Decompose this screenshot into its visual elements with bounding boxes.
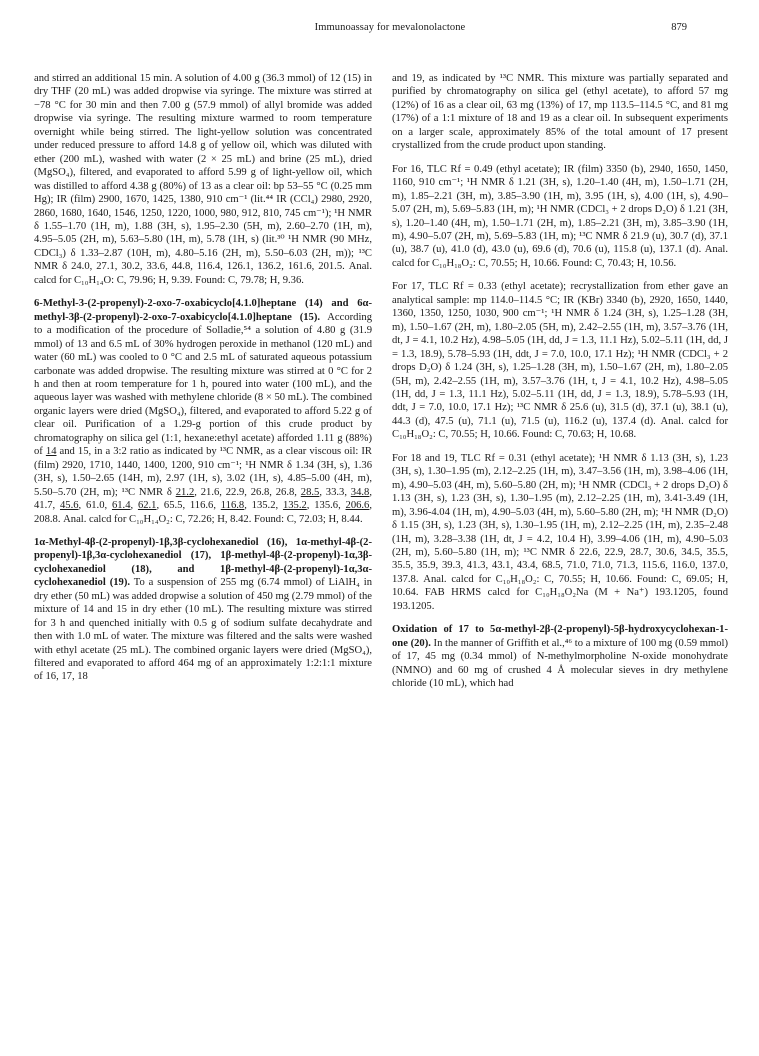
paragraph-text: In the manner of Griffith et al.,⁴⁶ to a mixture of 100 mg (0.59 mmol) of 17, 45 mg (0.34 mmol) of N-methylmorpholine N-oxide monohydrate (NMNO) and 60 mg of crushed 4 Å molecular sieves in dry methylene chloride (10 mL), which had	[392, 637, 729, 690]
compound-heading: 1α-Methyl-4β-(2-propenyl)-1β,3β-cyclohexanediol (16), 1α-methyl-4β-(2-propenyl)-1β,3α-cyclohexanediol (17), 1β-methyl-4β-(2-propenyl)-1α,3β-cyclohexanediol (18), and 1β-methyl-4β-(2-propenyl)-1α,3α-cyclohexanediol (19).	[34, 536, 372, 589]
underlined-value: 61.4	[111, 500, 131, 512]
paragraph-text: , 135.6,	[306, 500, 346, 512]
underlined-value: 116.8	[220, 500, 245, 512]
underlined-value: 206.6	[345, 500, 370, 512]
paragraph-text: and 15, in a 3:2 ratio as indicated by ¹³C NMR, as a clear viscous oil: IR (film) 2920, 1710, 1440, 1400, 1200, 910 cm⁻¹; ¹H NMR δ 1.34 (3H, s), 1.36 (3H, s), 1.50–2.65 (14H, m), 2.97 (1H, s), 3.02 (1H, s), 4.85–5.00 (4H, m), 5.50–5.70 (2H, m); ¹³C NMR δ	[34, 446, 372, 498]
left-column	[34, 72, 372, 694]
underlined-value: 34.8	[350, 486, 370, 498]
compound-heading: Oxidation of 17 to 5α-methyl-2β-(2-propenyl)-5β-hydroxycyclohexan-1-one (20).	[392, 624, 728, 649]
paragraph-text: , 21.6, 22.9, 26.8, 26.8,	[194, 486, 301, 498]
underlined-value: 135.2	[282, 500, 307, 512]
paragraph-text: , 208.8. Anal. calcd for C₁₀H₁₄O₂: C, 72.26; H, 8.42. Found: C, 72.03; H, 8.44.	[34, 500, 373, 525]
right-column	[392, 72, 728, 700]
underlined-value: 14	[45, 446, 57, 458]
paragraph-continued: and 19, as indicated by ¹³C NMR. This mixture was partially separated and purified by chromatography on silica gel (ethyl acetate), to afford 57 mg (12%) of 16 as a clear oil, 63 mg (13%) of 17, mp 113.5–114.5 °C, and 81 mg (17%) of a 1:1 mixture of 18 and 19 as a clear oil. In subsequent experiments on a larger scale, approximately 85% of the total amount of 17 present crystallized from the crude product upon standing.	[392, 73, 728, 152]
paragraph-text: To a suspension of 255 mg (6.74 mmol) of LiAlH₄ in dry ether (50 mL) was added dropwise a solution of 450 mg (2.79 mmol) of the mixture of 14 and 15 in dry ether (10 mL). The resulting mixture was stirred for 3 h and quenched initially with 0.5 g of sodium sulfate decahydrate and then with 1.0 mL of water. The mixture was filtered and the salts were washed with ethyl acetate (25 mL). The combined organic layers were dried (MgSO₄), filtered and evaporated to afford 464 mg of an approximately 1:2:1:1 mixture of 16, 17, 18	[34, 577, 373, 683]
running-title: Immunoassay for mevalonolactone	[314, 22, 466, 33]
underlined-value: 21.2	[175, 486, 195, 498]
paragraph-text: , 33.3,	[319, 486, 351, 498]
page-number: 879	[671, 22, 687, 33]
paragraph-text: According to a modification of the procedure of Solladie,⁵⁴ a solution of 4.80 g (31.9 mmol) of 13 and 6.5 mL of 30% hydrogen peroxide in methanol (120 mL) and water (60 mL) was cooled to 0 °C and 2.5 mL of saturated aqueous potassium carbonate was added dropwise. The resulting mixture was stirred at 0 °C for 2 h and then at room temperature for 1 h, poured into water (100 mL), and the aqueous layer was washed with methylene chloride (8 × 50 mL). The combined organic layers were dried (MgSO₄), filtered, and evaporated to afford 5.22 g of clear oil. Purification of a 1.29-g portion of this crude product by chromatography on silica gel (1:1, hexane:ethyl acetate) afforded 1.11 g (88%) of	[34, 311, 372, 458]
underlined-value: 28.5	[300, 486, 320, 498]
paragraph-diol-synthesis	[34, 536, 372, 684]
paragraph-epoxide-synthesis	[34, 297, 372, 526]
paragraph-text: ,	[130, 500, 138, 512]
underlined-value: 45.6	[59, 500, 79, 512]
underlined-value: 62.1	[137, 500, 157, 512]
paragraph-text: , 135.2,	[244, 500, 283, 512]
paragraph-compound-16: For 16, TLC Rf = 0.49 (ethyl acetate); IR (film) 3350 (b), 2940, 1650, 1450, 1160, 910 cm⁻¹; ¹H NMR δ 1.21 (3H, s), 1.20–1.40 (4H, m), 1.50–1.71 (2H, m), 1.85–2.21 (3H, m), 3.85–3.90 (1H, m), 3.95 (1H, s), 4.00 (1H, s), 4.90–5.07 (2H, m), 5.69–5.83 (1H, m); ¹H NMR (CDCl₃ + 2 drops D₂O) δ 1.21 (3H, s), 1.20–1.40 (4H, m), 1.50–1.71 (2H, m), 1.85–2.21 (3H, m), 3.85–3.90 (1H, m), 4.90–5.07 (2H, m), 5.69–5.83 (1H, m); ¹³C NMR δ 21.9 (u), 30.7 (d), 37.1 (u), 38.7 (u), 41.0 (d), 43.0 (u), 69.6 (d), 70.6 (u), 115.8 (u), 137.1 (d). Anal. calcd for C₁₀H₁₈O₂: C, 70.55; H, 10.66. Found: C, 70.43; H, 10.56.	[392, 163, 728, 269]
paragraph-continued: and stirred an additional 15 min. A solution of 4.00 g (36.3 mmol) of 12 (15) in dry THF (20 mL) was added dropwise via syringe. The mixture was stirred at −78 °C for 30 min and then 7.00 g (57.9 mmol) of allyl bromide was added dropwise via syringe. The resulting mixture warmed to room temperature overnight while being stirred. The light-yellow solution was concentrated under reduced pressure to afford 14.8 g of yellow oil, which was diluted with ether (200 mL), washed with water (2 × 25 mL) and brine (25 mL), dried (MgSO₄), filtered, and evaporated to afford 5.99 g of light-yellow oil, which was distilled to afford 4.38 g (80%) of 13 as a clear oil: bp 53–55 °C (0.25 mm Hg); IR (film) 2900, 1670, 1425, 1380, 910 cm⁻¹ (lit.⁴⁴ IR (CCl₄) 2980, 2920, 2860, 1680, 1640, 1546, 1250, 1220, 1000, 980, 912, 810, 745 cm⁻¹); ¹H NMR δ 1.55–1.70 (1H, m), 1.88 (3H, s), 1.95–2.30 (5H, m), 2.60–2.70 (1H, m), 4.95–5.05 (2H, m), 5.63–5.80 (1H, m), 5.78 (1H, s) (lit.³⁰ ¹H NMR (90 MHz, CDCl₃) δ 1.33–2.87 (10H, m), 4.80–5.16 (2H, m), 5.50–6.03 (2H, m)); ¹³C NMR δ 24.0, 27.1, 30.2, 33.6, 44.8, 116.4, 126.1, 136.2, 161.6, 201.5. Anal. calcd for C₁₀H₁₄O: C, 79.96; H, 9.39. Found: C, 79.78; H, 9.36.	[34, 73, 372, 286]
paragraph-oxidation	[392, 623, 728, 690]
paragraph-text: , 61.0,	[78, 500, 112, 512]
compound-heading: 6-Methyl-3-(2-propenyl)-2-oxo-7-oxabicyclo[4.1.0]heptane (14) and 6α-methyl-3β-(2-propenyl)-2-oxo-7-oxabicyclo[4.1.0]heptane (15).	[34, 298, 372, 323]
paragraph-text: , 41.7,	[34, 486, 372, 512]
paragraph-compounds-18-19: For 18 and 19, TLC Rf = 0.31 (ethyl acetate); ¹H NMR δ 1.13 (3H, s), 1.23 (3H, s), 1.30–1.95 (m), 2.12–2.25 (1H, m), 3.47–3.56 (1H, m), 3.98–4.06 (1H, m), 4.90–5.03 (4H, m), 5.60–5.80 (2H, m); ¹H NMR (CDCl₃ + 2 drops D₂O) δ 1.13 (3H, s), 1.23 (3H, s), 1.30–1.95 (m), 2.12–2.25 (1H, m), 3.41-3.49 (1H, m), 3.96-4.04 (1H, m), 4.90–5.03 (4H, m), 5.60–5.80 (2H, m); ¹H NMR (D₂O) δ 1.15 (3H, s), 1.23 (3H, s), 1.30–1.95 (1H, m), 2.12–2.25 (1H, m), 2.35–2.48 (1H, m), 3.28–3.38 (1H, dt, J = 4.2, 10.4 H), 3.99–4.06 (1H, m), 4.90–5.03 (2H, m), 5.60–5.80 (1H, m); ¹³C NMR δ 22.6, 22.9, 28.7, 30.6, 34.5, 35.5, 35.5, 35.9, 39.3, 41.3, 43.1, 43.4, 68.5, 71.0, 71.0, 71.3, 115.6, 116.0, 137.0, 137.8. Anal. calcd for C₁₀H₁₈O₂: C, 70.55; H, 10.66. Found: C, 69.05; H, 10.64. FAB HRMS calcd for C₁₀H₁₈O₂Na (M + Na⁺) 193.1205, found 193.1205.	[392, 452, 728, 612]
paragraph-compound-17: For 17, TLC Rf = 0.33 (ethyl acetate); recrystallization from ether gave an analytical sample: mp 114.0–114.5 °C; IR (KBr) 3340 (b), 2920, 1650, 1440, 1360, 1350, 1250, 1030, 900 cm⁻¹; ¹H NMR δ 1.24 (3H, s), 1.25–1.28 (3H, m), 1.50–1.67 (2H, m), 1.80–2.05 (5H, m), 2.42–2.55 (1H, m), 3.57–3.76 (1H, dt, J = 4.1, 10.2 Hz), 4.98–5.05 (1H, dd, J = 1.3, 11.1 Hz), 5.02–5.11 (1H, dd, J = 1.3, 18.9), 5.78–5.93 (1H, ddt, J = 7.0, 10.0, 17.1 Hz); ¹H NMR (CDCl₃ + 2 drops D₂O) δ 1.24 (3H, s), 1.25–1.28 (3H, m), 1.50–1.67 (2H, m), 1.80–2.05 (5H, m), 2.42–2.55 (1H, m), 3.57–3.76 (1H, t, J = 4.1, 10.2 Hz), 4.98–5.05 (1H, dd, J = 1.3, 11.1 Hz), 5.02–5.11 (1H, dd, J = 1.3, 18.9), 5.78–5.93 (1H, ddt, J = 7.0, 10.0, 17.1 Hz); ¹³C NMR δ 25.6 (u), 31.5 (d), 37.1 (u), 38.1 (u), 44.3 (d), 47.5 (u), 71.1 (u), 71.5 (u), 116.2 (u), 137.4 (d). Anal. calcd for C₁₀H₁₈O₂: C, 70.55; H, 10.66. Found: C, 70.63; H, 10.68.	[392, 281, 728, 441]
paragraph-text: , 65.5, 116.6,	[156, 500, 221, 512]
